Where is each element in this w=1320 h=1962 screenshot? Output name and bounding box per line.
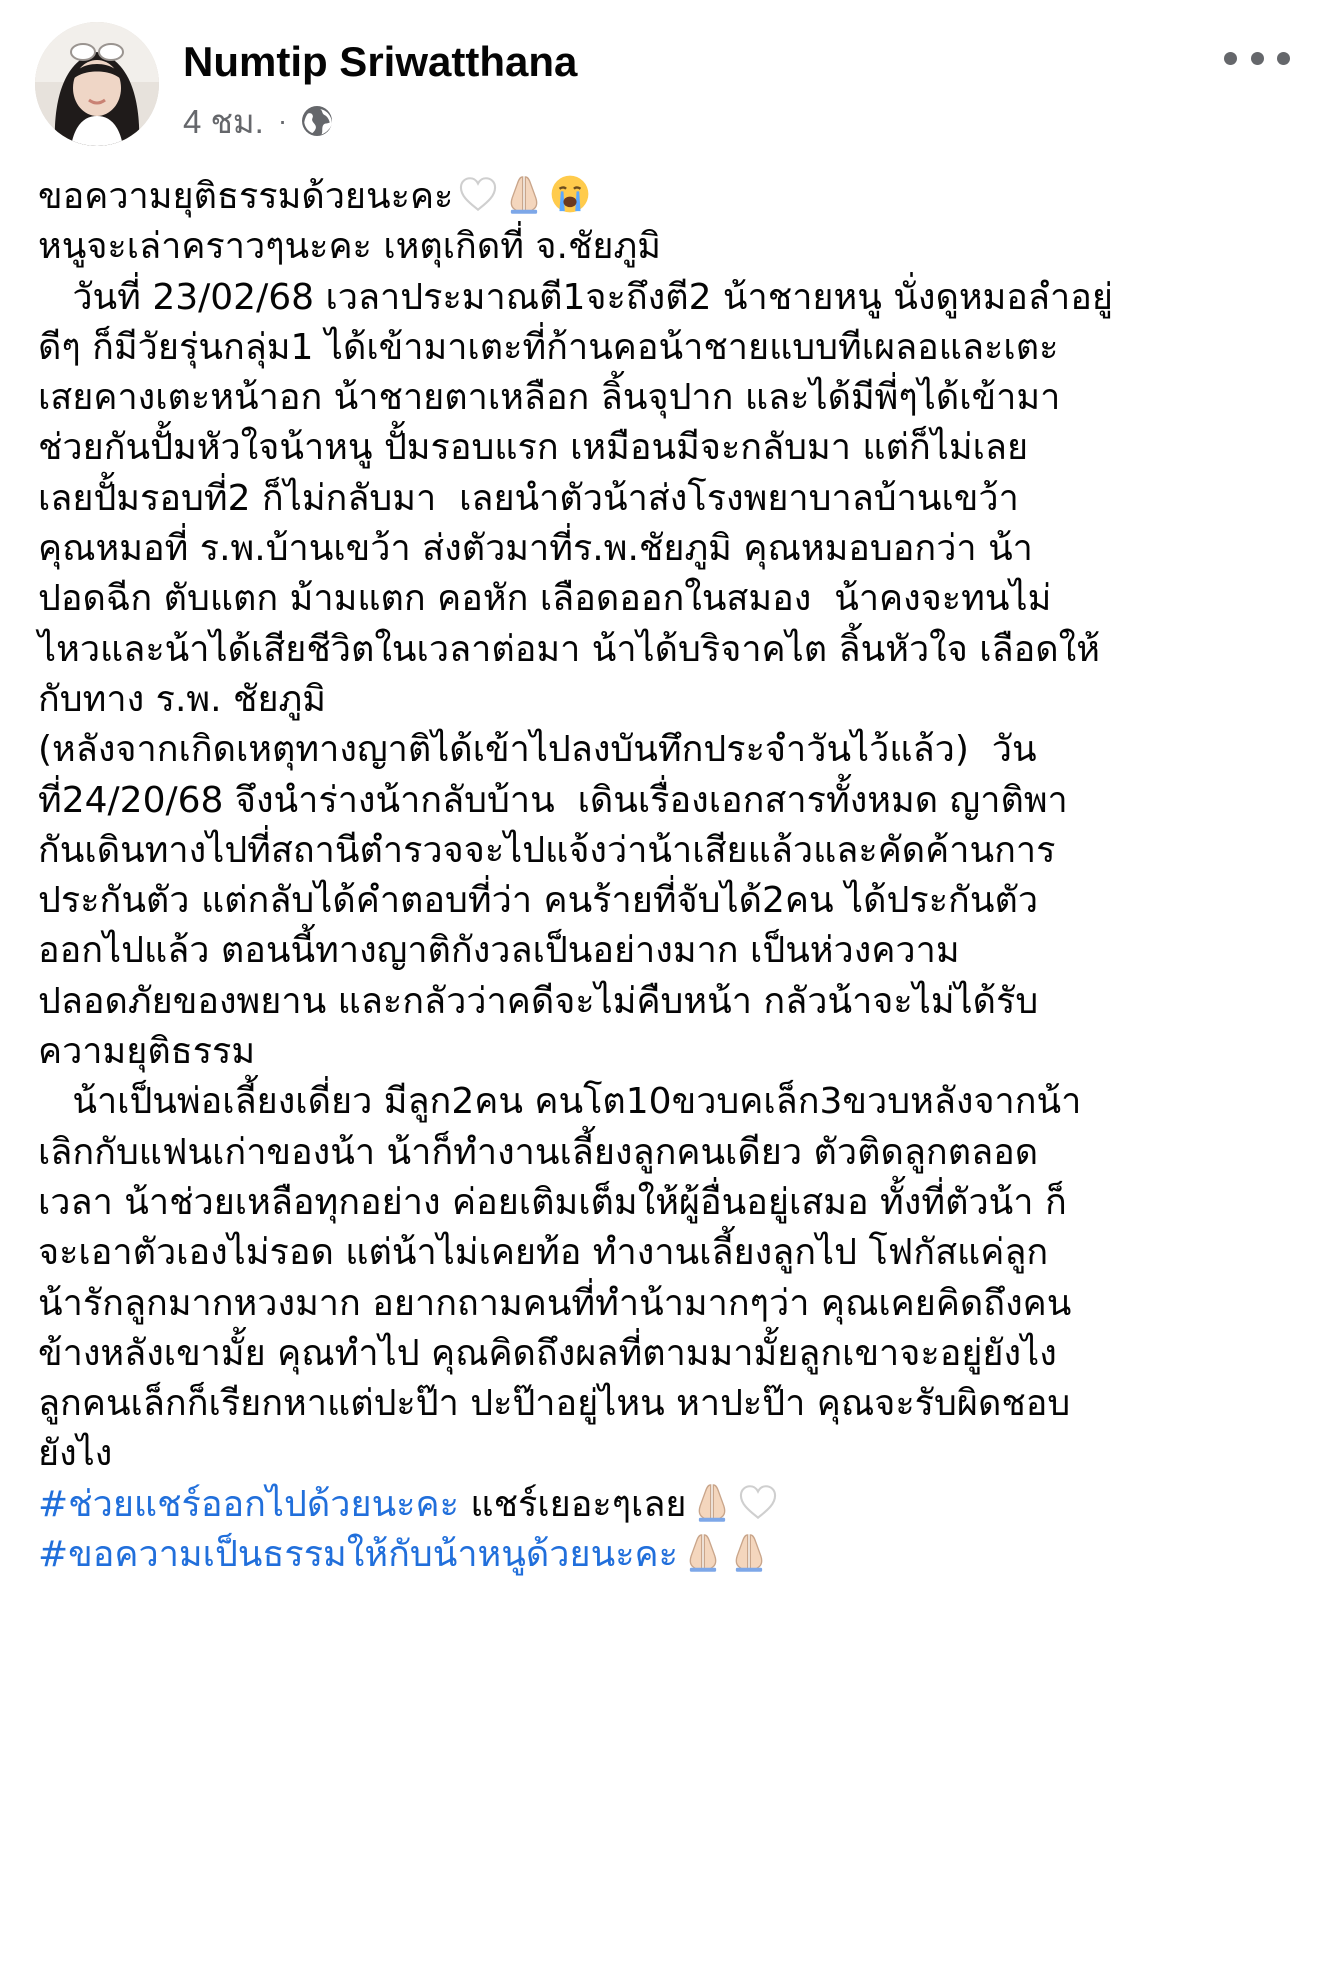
post-line: ปอดฉีก ตับแตก ม้ามแตก คอหัก เลือดออกในสมอง น้าคงจะทนไม่ xyxy=(38,578,1052,620)
hashtag-line-1 xyxy=(38,1480,1298,1530)
folded-hands-emoji xyxy=(728,1531,770,1573)
post-line: จะเอาตัวเองไม่รอด แต่น้าไม่เคยท้อ ทำงานเลี้ยงลูกไป โฟกัสแค่ลูก xyxy=(38,1232,1049,1274)
post-line: วันที่ 23/02/68 เวลาประมาณตี1จะถึงตี2 น้าชายหนู นั่งดูหมอลำอยู่ xyxy=(38,276,1113,318)
post-line: ไหวและน้าได้เสียชีวิตในเวลาต่อมา น้าได้บริจาคไต ลิ้นหัวใจ เลือดให้ xyxy=(38,628,1100,670)
post-line: ปลอดภัยของพยาน และกลัวว่าคดีจะไม่คืบหน้า กลัวน้าจะไม่ได้รับ xyxy=(38,980,1039,1022)
post-line: ที่24/20/68 จึงนำร่างน้ากลับบ้าน เดินเรื่องเอกสารทั้งหมด ญาติพา xyxy=(38,779,1068,821)
hashtag-link[interactable]: #ช่วยแชร์ออกไปด้วยนะคะ xyxy=(38,1483,459,1525)
post-line: หนูจะเล่าคราวๆนะคะ เหตุเกิดที่ จ.ชัยภูมิ xyxy=(38,226,661,268)
globe-icon[interactable] xyxy=(299,103,335,139)
post-line: เลยปั้มรอบที่2 ก็ไม่กลับมา เลยนำตัวน้าส่งโรงพยาบาลบ้านเขว้า xyxy=(38,477,1019,519)
hashtag-suffix-text: แชร์เยอะๆเลย xyxy=(458,1483,687,1525)
post-body xyxy=(38,172,1298,1580)
post-line: กันเดินทางไปที่สถานีตำรวจจะไปแจ้งว่าน้าเสียแล้วและคัดค้านการ xyxy=(38,829,1056,871)
white-heart-emoji xyxy=(737,1481,779,1523)
post-line: ประกันตัว แต่กลับได้คำตอบที่ว่า คนร้ายที่จับได้2คน ได้ประกันตัว xyxy=(38,880,1039,922)
post-line: กับทาง ร.พ. ชัยภูมิ xyxy=(38,678,326,720)
more-options-dot xyxy=(1251,52,1264,65)
post-line: เสยคางเตะหน้าอก น้าชายตาเหลือก ลิ้นจุปาก และได้มีพี่ๆได้เข้ามา xyxy=(38,377,1061,419)
post-line: ข้างหลังเขามั้ย คุณทำไป คุณคิดถึงผลที่ตามมามั้ยลูกเขาจะอยู่ยังไง xyxy=(38,1332,1057,1374)
avatar-photo xyxy=(35,22,159,146)
post-line: น้ารักลูกมากหวงมาก อยากถามคนที่ทำน้ามากๆว่า คุณเคยคิดถึงคน xyxy=(38,1282,1072,1324)
white-heart-emoji xyxy=(457,173,499,215)
post-line: (หลังจากเกิดเหตุทางญาติได้เข้าไปลงบันทึกประจำวันไว้แล้ว) วัน xyxy=(38,729,1037,771)
post-line: ช่วยกันปั้มหัวใจน้าหนู ปั้มรอบแรก เหมือนมีจะกลับมา แต่ก็ไม่เลย xyxy=(38,427,1029,469)
post-line: ดีๆ ก็มีวัยรุ่นกลุ่ม1 ได้เข้ามาเตะที่ก้านคอน้าชายแบบทีเผลอและเตะ xyxy=(38,326,1059,368)
post-line: ลูกคนเล็กก็เรียกหาแต่ปะป๊า ปะป๊าอยู่ไหน หาปะป๊า คุณจะรับผิดชอบ xyxy=(38,1383,1071,1425)
post-line: เลิกกับแฟนเก่าของน้า น้าก็ทำงานเลี้ยงลูกคนเดียว ตัวติดลูกตลอด xyxy=(38,1131,1039,1173)
author-name[interactable]: Numtip Sriwatthana xyxy=(183,38,578,85)
post-timestamp[interactable]: 4 ชม. xyxy=(183,102,264,140)
post-line: ออกไปแล้ว ตอนนี้ทางญาติกังวลเป็นอย่างมาก เป็นห่วงความ xyxy=(38,930,960,972)
folded-hands-emoji xyxy=(682,1531,724,1573)
more-options-icon xyxy=(1224,52,1237,65)
more-options-button[interactable] xyxy=(1224,38,1290,78)
hashtag-link[interactable]: #ขอความเป็นธรรมให้กับน้าหนูด้วยนะคะ xyxy=(38,1534,678,1576)
more-options-dot xyxy=(1277,52,1290,65)
folded-hands-emoji xyxy=(691,1481,733,1523)
author-avatar[interactable] xyxy=(35,22,159,146)
meta-separator: · xyxy=(277,105,288,136)
post-line: คุณหมอที่ ร.พ.บ้านเขว้า ส่งตัวมาที่ร.พ.ชัยภูมิ คุณหมอบอกว่า น้า xyxy=(38,528,1033,570)
post-meta xyxy=(183,97,335,145)
post-line: ยังไง xyxy=(38,1433,113,1475)
post-line: ความยุติธรรม xyxy=(38,1031,256,1073)
hashtag-line-2 xyxy=(38,1530,1298,1580)
post-line: น้าเป็นพ่อเลี้ยงเดี่ยว มีลูก2คน คนโต10ขวบคเล็ก3ขวบหลังจากน้า xyxy=(38,1081,1082,1123)
post-line: เวลา น้าช่วยเหลือทุกอย่าง ค่อยเติมเต็มให้ผู้อื่นอยู่เสมอ ทั้งที่ตัวน้า ก็ xyxy=(38,1181,1067,1223)
post-line-text: ขอความยุติธรรมด้วยนะคะ xyxy=(38,176,454,217)
post-line xyxy=(38,172,1298,222)
folded-hands-emoji xyxy=(503,173,545,215)
loudly-crying-face-emoji xyxy=(549,173,591,215)
